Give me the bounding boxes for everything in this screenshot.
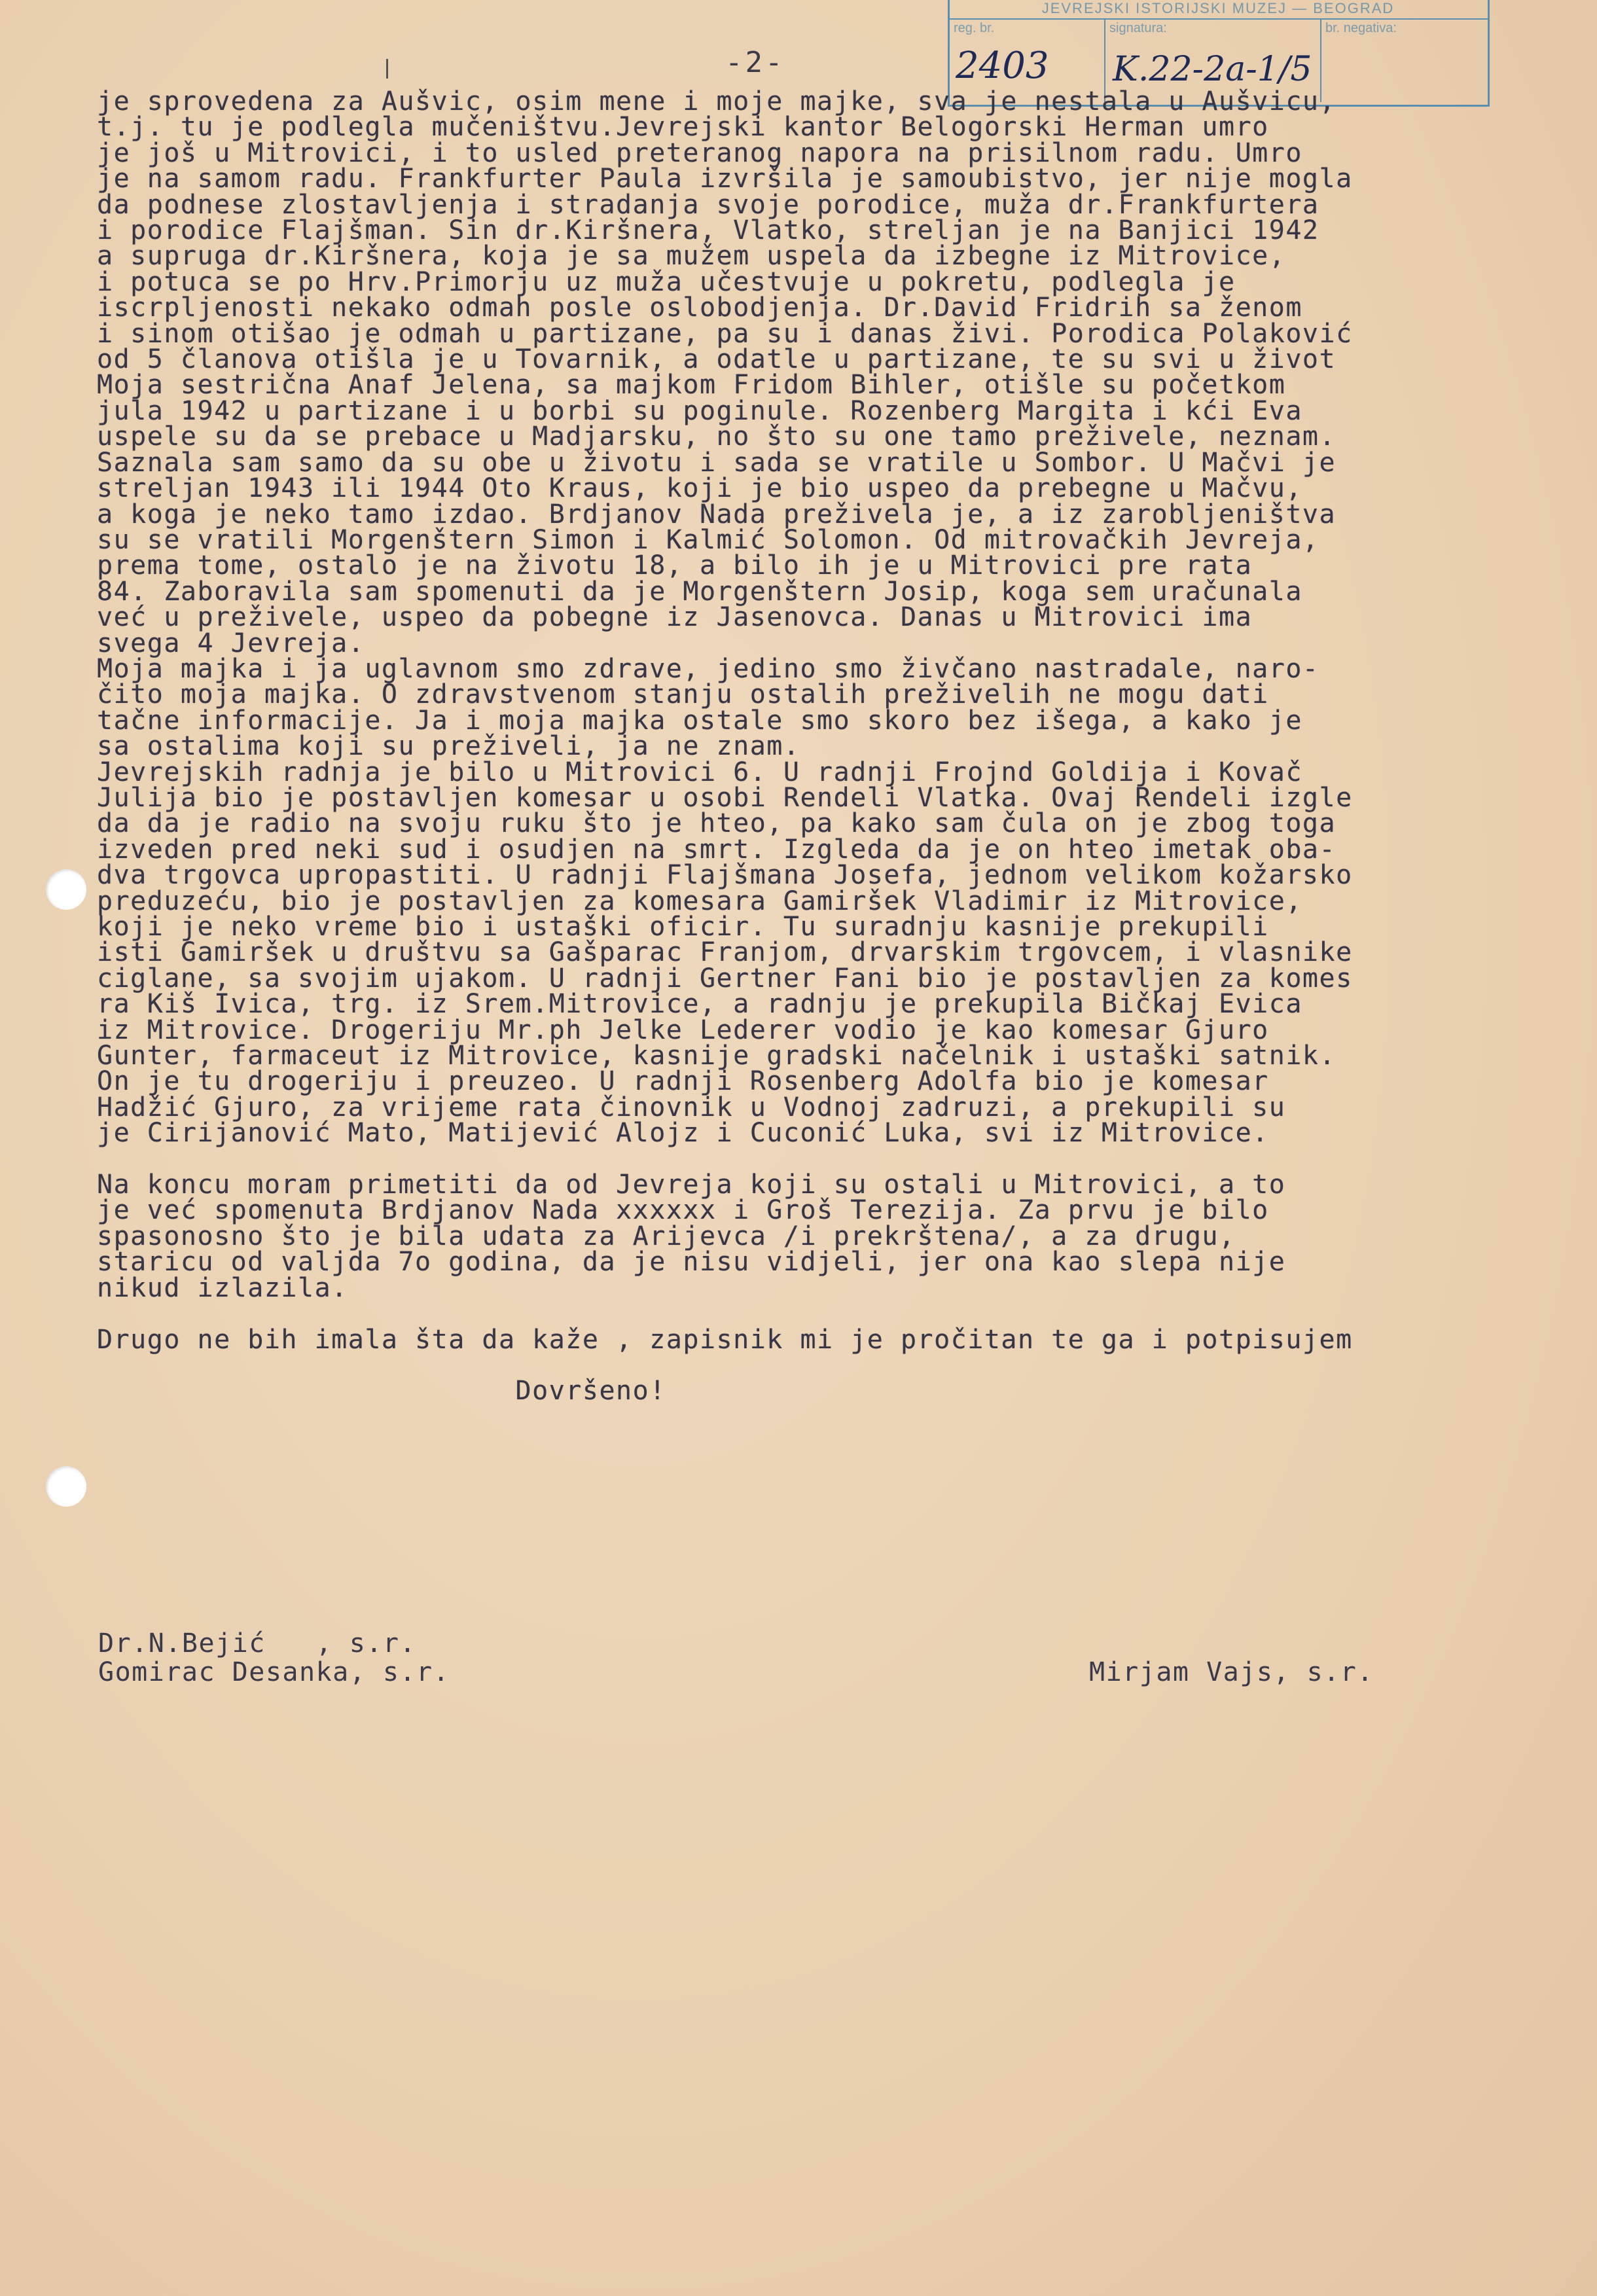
text-line [97, 1301, 1589, 1327]
punch-hole-upper [46, 869, 86, 910]
punch-hole-lower [46, 1466, 86, 1507]
text-line: tačne informacije. Ja i moja majka ostale smo skoro bez išega, a kako je [97, 705, 1302, 736]
text-line: nikud izlazila. [97, 1272, 348, 1303]
text-line: čito moja majka. O zdravstvenom stanju ostalih preživelih ne mogu dati [97, 679, 1269, 710]
text-line: izveden pred neki sud i osudjen na smrt. Izgleda da je on hteo imetak oba- [97, 834, 1337, 865]
text-line: On je tu drogeriju i preuzeo. U radnji Rosenberg Adolfa bio je komesar [97, 1066, 1269, 1097]
text-line: a koga je neko tamo izdao. Brdjanov Nada preživela je, a iz zarobljeništva [97, 499, 1337, 529]
text-line: uspele su da se prebace u Madjarsku, no što su one tamo preživele, neznam. [97, 422, 1337, 452]
text-line: Drugo ne bih imala šta da kaže , zapisnik mi je pročitan te ga i potpisujem [97, 1324, 1353, 1355]
text-line: Moja majka i ja uglavnom smo zdrave, jedino smo živčano nastradale, naro- [97, 653, 1319, 684]
stamp-institution: JEVREJSKI ISTORIJSKI MUZEJ — BEOGRAD [1041, 0, 1395, 16]
text-line: jula 1942 u partizane i u borbi su poginule. Rozenberg Margita i kći Eva [97, 395, 1302, 426]
text-line: sa ostalima koji su preživeli, ja ne znam. [97, 731, 800, 762]
text-line: koji je neko vreme bio i ustaški oficir. Tu suradnju kasnije prekupili [97, 912, 1269, 942]
text-line: isti Gamiršek u društvu sa Gašparac Franjom, drvarskim trgovcem, i vlasnike [97, 937, 1353, 968]
text-line: Gunter, farmaceut iz Mitrovice, kasnije gradski načelnik i ustaški satnik. [97, 1041, 1337, 1071]
text-line: a supruga dr.Kiršnera, koja je sa mužem uspela da izbegne iz Mitrovice, [97, 241, 1286, 272]
text-line: već u preživele, uspeo da pobegne iz Jasenovca. Danas u Mitrovici ima [97, 602, 1253, 633]
text-line [97, 1147, 1589, 1172]
text-line: prema tome, ostalo je na životu 18, a bilo ih je u Mitrovici pre rata [97, 550, 1253, 581]
text-line: je već spomenuta Brdjanov Nada xxxxxx i Groš Terezija. Za prvu je bilo [97, 1195, 1269, 1226]
text-line: ra Kiš Ivica, trg. iz Srem.Mitrovice, a radnju je prekupila Bičkaj Evica [97, 989, 1302, 1020]
text-line: Na koncu moram primetiti da od Jevreja koji su ostali u Mitrovici, a to [97, 1170, 1286, 1200]
signature-bejic: Dr.N.Bejić , s.r. [98, 1628, 417, 1659]
text-line: je na samom radu. Frankfurter Paula izvršila je samoubistvo, jer nije mogla [97, 164, 1353, 194]
text-line: dva trgovca upropastiti. U radnji Flajšmana Josefa, jednom velikom kožarsko [97, 860, 1353, 891]
text-line: streljan 1943 ili 1944 Oto Kraus, koji je bio uspeo da prebegne u Mačvu, [97, 473, 1302, 504]
text-line: od 5 članova otišla je u Tovarnik, a odatle u partizane, te su svi u život [97, 344, 1337, 375]
text-line: da da je radio na svoju ruku što je hteo, pa kako sam čula on je zbog toga [97, 808, 1337, 839]
margin-mark [386, 59, 388, 79]
signature-gomirac: Gomirac Desanka, s.r. [98, 1657, 450, 1687]
stamp-reg-label: reg. br. [954, 21, 995, 35]
signature-vajs: Mirjam Vajs, s.r. [1089, 1657, 1374, 1687]
text-line [97, 1353, 1589, 1378]
handwritten-signatura: K.22-2a-1/5 [1113, 50, 1312, 89]
handwritten-reg-number: 2403 [956, 45, 1049, 87]
text-line: Saznala sam samo da su obe u životu i sada se vratile u Sombor. U Mačvi je [97, 447, 1337, 478]
text-line: staricu od valjda 7o godina, da je nisu vidjeli, jer ona kao slepa nije [97, 1247, 1286, 1278]
text-line: je sprovedena za Aušvic, osim mene i moje majke, sva je nestala u Aušvicu, [97, 86, 1337, 117]
text-line: je još u Mitrovici, i to usled preteranog napora na prisilnom radu. Umro [97, 137, 1302, 168]
text-line: svega 4 Jevreja. [97, 628, 365, 658]
text-line: Hadžić Gjuro, za vrijeme rata činovnik u Vodnoj zadruzi, a prekupili su [97, 1092, 1286, 1122]
text-line: je Cirijanović Mato, Matijević Alojz i Cuconić Luka, svi iz Mitrovice. [97, 1118, 1269, 1149]
text-line: da podnese zlostavljenja i stradanja svoje porodice, muža dr.Frankfurtera [97, 189, 1319, 220]
text-line: i porodice Flajšman. Sin dr.Kiršnera, Vlatko, streljan je na Banjici 1942 [97, 215, 1319, 246]
text-line: su se vratili Morgenštern Simon i Kalmić Solomon. Od mitrovačkih Jevreja, [97, 524, 1319, 555]
text-line: i sinom otišao je odmah u partizane, pa su i danas živi. Porodica Polaković [97, 318, 1353, 349]
text-line: iz Mitrovice. Drogeriju Mr.ph Jelke Lederer vodio je kao komesar Gjuro [97, 1014, 1269, 1045]
text-line: preduzeću, bio je postavljen za komesara Gamiršek Vladimir iz Mitrovice, [97, 886, 1302, 916]
text-line: spasonosno što je bila udata za Arijevca /i prekrštena/, a za drugu, [97, 1221, 1236, 1251]
text-line: Moja sestrična Anaf Jelena, sa majkom Fridom Bihler, otišle su početkom [97, 370, 1286, 401]
text-line: Dovršeno! [97, 1376, 666, 1407]
text-line: Julija bio je postavljen komesar u osobi Rendeli Vlatka. Ovaj Rendeli izgle [97, 782, 1353, 813]
text-line: Jevrejskih radnja je bilo u Mitrovici 6. U radnji Frojnd Goldija i Kovač [97, 757, 1302, 787]
page-number: -2- [725, 46, 785, 79]
stamp-negativ-label: br. negativa: [1325, 21, 1397, 35]
text-line: ciglane, sa svojim ujakom. U radnji Gertner Fani bio je postavljen za komes [97, 963, 1353, 994]
text-line: iscrpljenosti nekako odmah posle oslobodjenja. Dr.David Fridrih sa ženom [97, 293, 1302, 323]
text-line: t.j. tu je podlegla mučeništvu.Jevrejski kantor Belogorski Herman umro [97, 112, 1269, 143]
text-line: 84. Zaboravila sam spomenuti da je Morgenštern Josip, koga sem uračunala [97, 576, 1302, 607]
typed-testimony-text [97, 86, 1589, 1407]
stamp-signatura-label: signatura: [1109, 21, 1167, 35]
text-line: i potuca se po Hrv.Primorju uz muža učestvuje u pokretu, podlegla je [97, 266, 1236, 297]
